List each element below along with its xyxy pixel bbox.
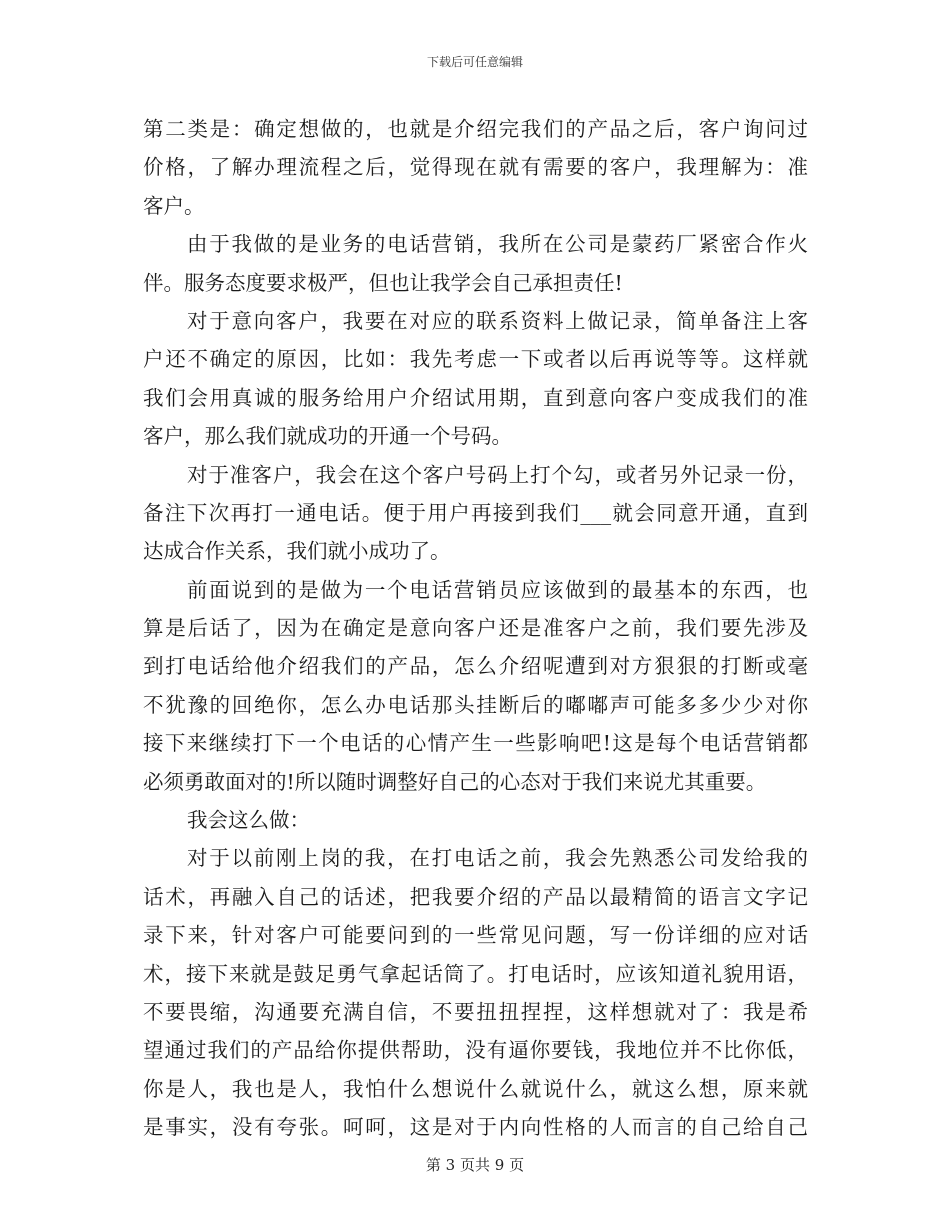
text-line: 我们会用真诚的服务给用户介绍试用期，直到意向客户变成我们的准 [143, 385, 808, 410]
paragraph-start-line: 对于准客户，我会在这个客户号码上打个勾，或者另外记录一份， [187, 462, 808, 487]
text-line: 录下来，针对客户可能要问到的一些常见问题，写一份详细的应对话 [143, 923, 808, 948]
text-line: 伴。服务态度要求极严，但也让我学会自己承担责任! [143, 270, 623, 295]
text-line: 算是后话了，因为在确定是意向客户还是准客户之前，我们要先涉及 [143, 616, 808, 641]
text-line: 是事实，没有夸张。呵呵，这是对于内向性格的人而言的自己给自己 [143, 1115, 808, 1140]
paragraph-start-line: 由于我做的是业务的电话营销，我所在公司是蒙药厂紧密合作火 [187, 232, 808, 257]
text-line: 望通过我们的产品给你提供帮助，没有逼你要钱，我地位并不比你低， [143, 1038, 808, 1063]
text-line: 客户，那么我们就成功的开通一个号码。 [143, 424, 512, 449]
text-line: 不犹豫的回绝你，怎么办电话那头挂断后的嘟嘟声可能多多少少对你 [143, 692, 808, 717]
text-line: 备注下次再打一通电话。便于用户再接到我们___就会同意开通，直到 [143, 500, 808, 525]
text-line: 你是人，我也是人，我怕什么想说什么就说什么，就这么想，原来就 [143, 1076, 808, 1101]
text-line: 接下来继续打下一个电话的心情产生一些影响吧!这是每个电话营销都 [143, 731, 808, 756]
text-line: 不要畏缩，沟通要充满自信，不要扭扭捏捏，这样想就对了：我是希 [143, 999, 808, 1024]
paragraph-start-line: 对于意向客户，我要在对应的联系资料上做记录，简单备注上客 [187, 308, 808, 333]
text-line: 第二类是：确定想做的，也就是介绍完我们的产品之后，客户询问过 [143, 117, 808, 141]
paragraph-start-line: 我会这么做： [187, 808, 310, 833]
text-line: 达成合作关系，我们就小成功了。 [143, 539, 451, 564]
text-line: 客户。 [143, 193, 205, 218]
body-text [143, 110, 808, 1147]
text-line: 必须勇敢面对的!所以随时调整好自己的心态对于我们来说尤其重要。 [143, 769, 767, 794]
text-line: 术，接下来就是鼓足勇气拿起话筒了。打电话时，应该知道礼貌用语， [143, 961, 808, 986]
text-line: 户还不确定的原因，比如：我先考虑一下或者以后再说等等。这样就 [143, 347, 808, 372]
paragraph-start-line: 前面说到的是做为一个电话营销员应该做到的最基本的东西，也 [187, 577, 808, 602]
page-footer: 第 3 页共 9 页 [425, 1156, 525, 1174]
text-line: 话术，再融入自己的话述，把我要介绍的产品以最精简的语言文字记 [143, 884, 808, 909]
text-line: 到打电话给他介绍我们的产品，怎么介绍呢遭到对方狠狠的打断或毫 [143, 654, 808, 679]
paragraph-start-line: 对于以前刚上岗的我，在打电话之前，我会先熟悉公司发给我的 [187, 846, 808, 871]
page-header: 下载后可任意编辑 [426, 55, 523, 69]
text-line: 价格，了解办理流程之后，觉得现在就有需要的客户，我理解为：准 [143, 155, 808, 180]
